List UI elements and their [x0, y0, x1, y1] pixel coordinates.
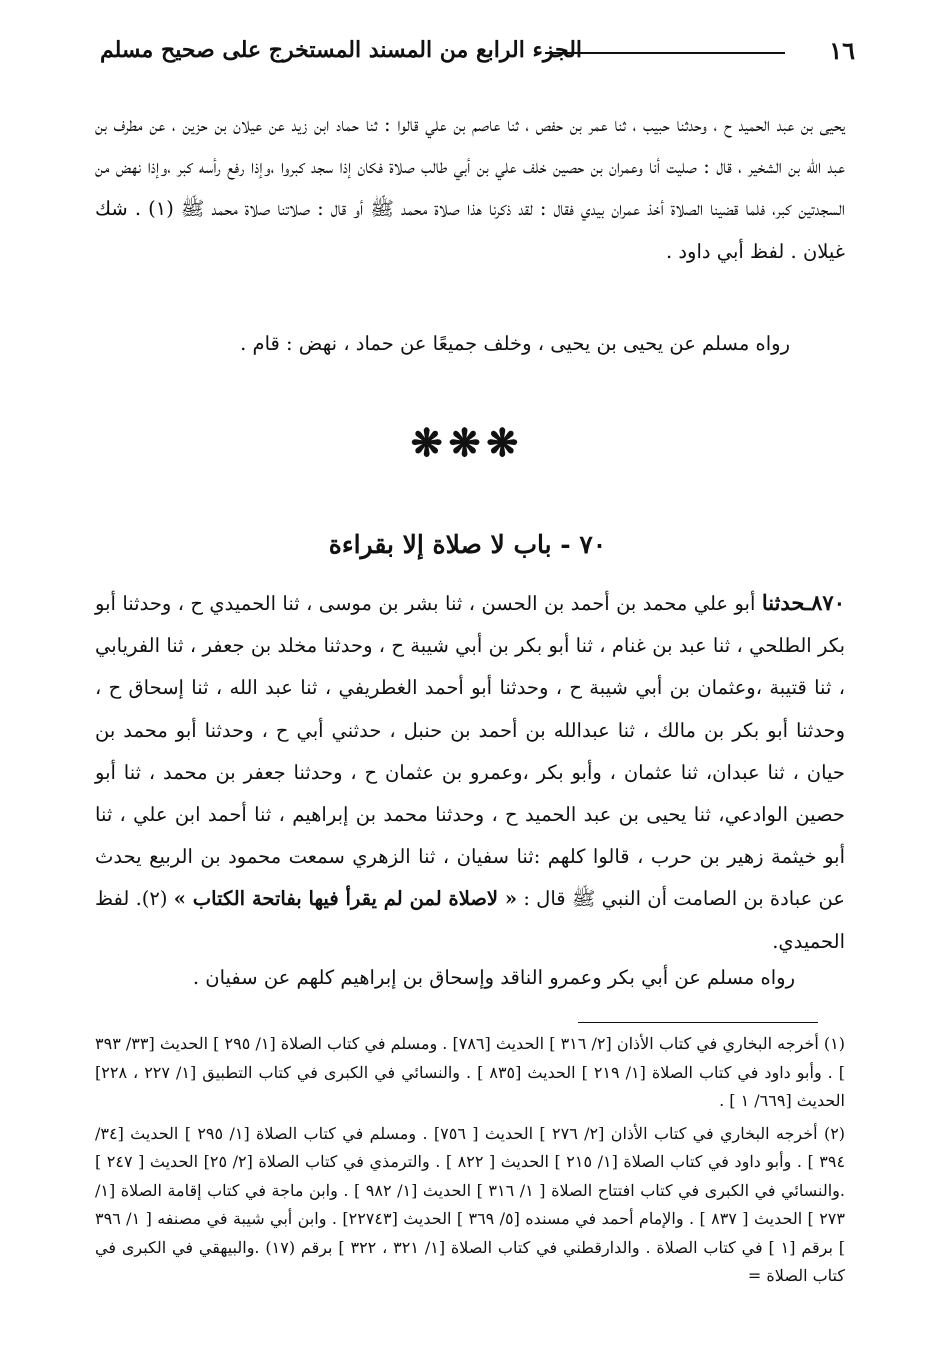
hadith-870-riwaya: رواه مسلم عن أبي بكر وعمرو الناقد وإسحاق بن إبراهيم كلهم عن سفيان .: [192, 966, 795, 989]
hadith-870: [95, 582, 845, 963]
footnotes: [95, 1030, 845, 1291]
hadith-quote: « لاصلاة لمن لم يقرأ فيها بفاتحة الكتاب »: [173, 887, 518, 911]
footnote-rule: [578, 1022, 818, 1023]
hadith-closing: (٢). لفظ الحميدي.: [95, 887, 845, 953]
page-number: ١٦: [829, 35, 855, 65]
hadith-text: أبو علي محمد بن أحمد بن الحسن ، ثنا بشر بن موسى ، ثنا الحميدي ح ، وحدثنا أبو بكر الطلحي ، ثنا عبد بن غنام ، ثنا أبو بكر بن أبي شيبة ح ، وحدثنا مخلد بن جعفر ، ثنا الفريابي ، ثنا قتيبة ،وعثمان بن أبي شيبة ح ، وحدثنا أبو أحمد الغطريفي ، ثنا عبد الله ، ثنا إسحاق ح ، وحدثنا أبو بكر بن مالك ، ثنا عبدالله بن أحمد بن حنبل ، حدثني أبي ح ، وحدثنا أبو محمد بن حيان ، ثنا عبدان، ثنا عثمان ، وأبو بكر ،وعمرو بن عثمان ح ، وحدثنا جعفر بن محمد ، ثنا أبو حصين الوادعي، ثنا يحيى بن عبد الحميد ح ، وحدثنا محمد بن إبراهيم ، ثنا أحمد ابن علي ، ثنا أبو خيثمة زهير بن حرب ، قالوا كلهم :ثنا سفيان ، ثنا الزهري سمعت محمود بن الربيع يحدث عن عبادة بن الصامت أن النبي ﷺ قال :: [95, 592, 846, 911]
hadith-opening: حدثنا: [761, 590, 805, 615]
running-title: الجزء الرابع من المسند المستخرج على صحيح مسلم: [100, 37, 583, 63]
footnote-1: (١) أخرجه البخاري في كتاب الأذان [٢/ ٣١٦ ] الحديث [٧٨٦] . ومسلم في كتاب الصلاة [١/ ٢٩٥ ] الحديث [٣٣/ ٣٩٣ ] . وأبو داود في كتاب الصلاة [١/ ٢١٩ ] الحديث [٨٣٥ ] . والنسائي في الكبرى في كتاب التطبيق [١/ ٢٢٧ ، ٢٢٨] الحديث [٦٦٩/ ١ ] .: [95, 1034, 846, 1110]
hadith-prev-text: يحيى بن عبد الحميد ح ، وحدثنا حبيب ، ثنا عمر بن حفص ، ثنا عاصم بن علي قالوا : ثنا حماد ابن زيد عن عيلان بن حزين ، عن مطرف بن عبد الله بن الشخير ، قال : صليت أنا وعمران بن حصين خلف علي بن أبي طالب صلاة فكان إذا سجد كبروا ،وإذا رفع رأسه كبر ،وإذا نهض من السجدتين كبر، فلما قضينا الصلاة أخذ عمران بيدي فقال : لقد ذكرنا هذا صلاة محمد ﷺ أو قال : صلاتنا صلاة محمد ﷺ (١) . شك غيلان . لفظ أبي داود .: [95, 113, 845, 263]
hadith-number: ٨٧٠ـ: [805, 590, 845, 615]
chapter-title: ٧٠ - باب لا صلاة إلا بقراءة: [328, 530, 607, 559]
hadith-prev-riwaya: رواه مسلم عن يحيى بن يحيى ، وخلف جميعًا عن حماد ، نهض : قام .: [240, 332, 790, 355]
header-rule: [545, 52, 785, 54]
footnote-2: (٢) أخرجه البخاري في كتاب الأذان [٢/ ٢٧٦ ] الحديث [ ٧٥٦] . ومسلم في كتاب الصلاة [١/ ٢٩٥ ] الحديث [٣٤/ ٣٩٤ ] . وأبو داود في كتاب الصلاة [١/ ٢١٥ ] الحديث [ ٨٢٢ ] . والترمذي في كتاب الصلاة [٢/ ٢٥] الحديث [ ٢٤٧ ] .والنسائي في الكبرى في كتاب افتتاح الصلاة [ ١/ ٣١٦ ] الحديث [١/ ٩٨٢ ] . وابن ماجة في كتاب إقامة الصلاة [١/ ٢٧٣ ] الحديث [ ٨٣٧ ] . والإمام أحمد في مسنده [٥/ ٣٦٩ ] الحديث [٢٢٧٤٣] . وابن أبي شيبة في مصنفه [ ١/ ٣٩٦ ] برقم [١ ] في كتاب الصلاة . والدارقطني في كتاب الصلاة [١/ ٣٢١ ، ٣٢٢ ] برقم (١٧) .والبيهقي في الكبرى في كتاب الصلاة =: [95, 1123, 846, 1285]
page-header: [100, 30, 855, 70]
section-separator: ❋❋❋: [410, 420, 525, 465]
